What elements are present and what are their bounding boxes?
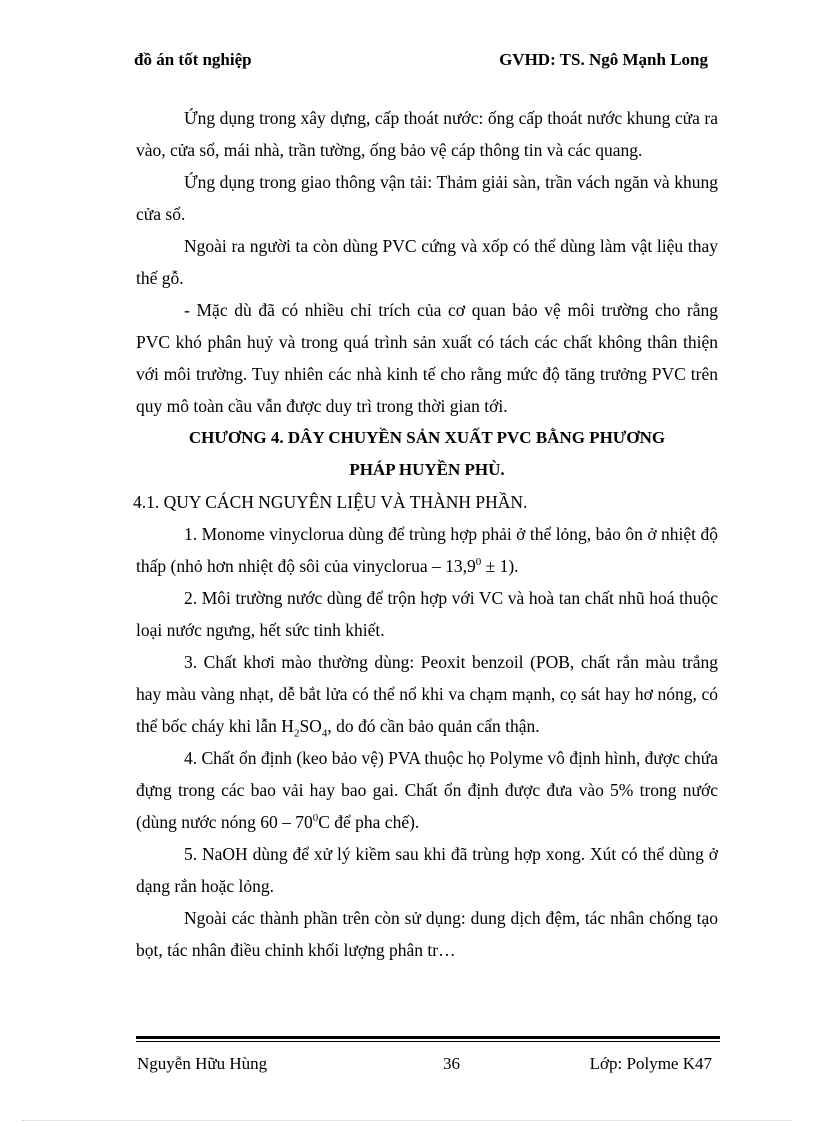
chapter-title-line-1: CHƯƠNG 4. DÂY CHUYỀN SẢN XUẤT PVC BẰNG PHƯƠNG: [188, 428, 666, 447]
page-number: 36: [443, 1054, 460, 1073]
header-title: đồ án tốt nghiệp: [134, 50, 252, 69]
list-item-4-tail: C để pha chế).: [318, 812, 420, 832]
list-item-4: [136, 742, 718, 838]
footer-rule-thin: [136, 1041, 720, 1042]
subscript-4: 4: [321, 727, 328, 740]
list-item-2: 2. Môi trường nước dùng để trộn hợp với VC và hoà tan chất nhũ hoá thuộc loại nước ngưng, hết sức tinh khiết.: [136, 588, 718, 640]
footer-author: Nguyễn Hữu Hùng: [137, 1054, 268, 1073]
paragraph-environment: - Mặc dù đã có nhiều chỉ trích của cơ quan bảo vệ môi trường cho rằng PVC khó phân huỷ và trong quá trình sản xuất có tách các chất không thân thiện với môi trường. Tuy nhiên các nhà kinh tế cho rằng mức độ tăng trưởng PVC trên quy mô toàn cầu vẫn được duy trì trong thời gian tới.: [136, 300, 718, 416]
chapter-title-line-2: PHÁP HUYỀN PHÙ.: [349, 460, 505, 479]
degree-superscript: 0: [312, 812, 319, 825]
footer-divider: [136, 1036, 720, 1044]
paragraph-wood-substitute: Ngoài ra người ta còn dùng PVC cứng và xốp có thể dùng làm vật liệu thay thế gỗ.: [136, 236, 718, 288]
page-footer: [137, 1054, 712, 1078]
header-advisor: GVHD: TS. Ngô Mạnh Long: [499, 50, 708, 69]
page-header: [134, 50, 708, 72]
list-item-4-text: 4. Chất ổn định (keo bảo vệ) PVA thuộc họ Polyme vô định hình, được chứa đựng trong các bao vải hay bao gai. Chất ổn định được đưa vào 5% trong nước (dùng nước nóng 60 – 70: [136, 748, 718, 832]
section-heading: 4.1. QUY CÁCH NGUYÊN LIỆU VÀ THÀNH PHẦN.: [133, 492, 528, 512]
list-item-3-tail: , do đó cần bảo quản cẩn thận.: [327, 716, 540, 736]
list-item-3: [136, 646, 718, 742]
page-body: [133, 102, 718, 966]
footer-rule-thick: [136, 1036, 720, 1039]
page-edge-dotted-line: [22, 1120, 792, 1121]
formula-so: SO: [299, 716, 322, 736]
list-item-1-text: 1. Monome vinyclorua dùng để trùng hợp phải ở thể lỏng, bảo ôn ở nhiệt độ thấp (nhỏ hơn nhiệt độ sôi của vinyclorua – 13,9: [136, 524, 718, 576]
list-item-5: 5. NaOH dùng để xử lý kiềm sau khi đã trùng hợp xong. Xút có thể dùng ở dạng rắn hoặc lỏng.: [136, 844, 718, 896]
list-item-1: [136, 518, 718, 582]
footer-class: Lớp: Polyme K47: [589, 1054, 712, 1073]
subscript-2: 2: [293, 727, 300, 740]
paragraph-transport: Ứng dụng trong giao thông vận tải: Thảm giải sàn, trần vách ngăn và khung cửa sổ.: [136, 172, 718, 224]
degree-superscript: 0: [475, 556, 482, 569]
list-item-3-text: 3. Chất khơi mào thường dùng: Peoxit benzoil (POB, chất rắn màu trắng hay màu vàng nhạt, dễ bắt lửa có thể nổ khi va chạm mạnh, cọ sát hay hơ nóng, có thể bốc cháy khi lẫn H: [136, 652, 718, 736]
paragraph-construction: Ứng dụng trong xây dựng, cấp thoát nước: ống cấp thoát nước khung cửa ra vào, cửa sổ, mái nhà, trần tường, ống bảo vệ cáp thông tin và các quang.: [136, 108, 718, 160]
paragraph-other-components: Ngoài các thành phần trên còn sử dụng: dung dịch đệm, tác nhân chống tạo bọt, tác nhân điều chỉnh khối lượng phân tr…: [136, 908, 718, 960]
list-item-1-tail: ± 1).: [481, 556, 519, 576]
